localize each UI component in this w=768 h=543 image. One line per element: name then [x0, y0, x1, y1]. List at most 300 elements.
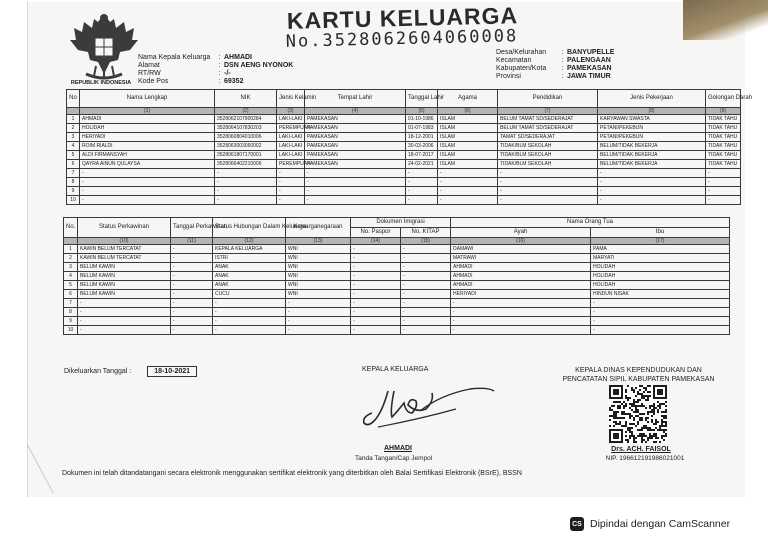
column-number: (6) — [438, 108, 498, 115]
cell-kitap: - — [401, 263, 451, 272]
cell-nama: ROIM RIALDI — [80, 142, 215, 151]
cell-tempat: PAMEKASAN — [305, 115, 406, 124]
cell-no: 1 — [64, 245, 78, 254]
cell-tanggal: - — [406, 187, 438, 196]
table-row — [64, 299, 730, 308]
colon-separator: : — [561, 65, 564, 72]
cell-tanggal: 01-10-1986 — [406, 115, 438, 124]
cell-kitap: - — [401, 272, 451, 281]
column-number: (14) — [351, 238, 401, 245]
col-header-tanggal-perkawinan: Tanggal Perkawinan — [171, 218, 213, 238]
cell-agama: - — [438, 196, 498, 205]
cell-jk: - — [277, 196, 305, 205]
family-head-label: KEPALA KELUARGA — [362, 366, 429, 373]
family-info-label: RT/RW — [138, 70, 161, 77]
cell-jk: PEREMPUAN — [277, 124, 305, 133]
cell-no: 4 — [64, 272, 78, 281]
column-number: (8) — [598, 108, 706, 115]
cell-agama: ISLAM — [438, 115, 498, 124]
cell-tempat: PAMEKASAN — [305, 142, 406, 151]
cell-nama: - — [80, 169, 215, 178]
cell-ibu: HOLIDAH — [591, 272, 730, 281]
cell-paspor: - — [351, 308, 401, 317]
cell-ibu: - — [591, 317, 730, 326]
cell-jk: - — [277, 187, 305, 196]
cell-paspor: - — [351, 263, 401, 272]
region-info-label: Kabupaten/Kota — [496, 65, 547, 72]
col-header-no: No. — [64, 218, 78, 238]
colon-separator: : — [218, 62, 221, 69]
table-row — [64, 308, 730, 317]
cell-ayah: - — [451, 317, 591, 326]
cell-tgl: - — [171, 245, 213, 254]
cell-tempat: PAMEKASAN — [305, 133, 406, 142]
colon-separator: : — [218, 78, 221, 85]
cell-ayah: AHMADI — [451, 272, 591, 281]
column-number: (10) — [78, 238, 171, 245]
cell-no: 3 — [64, 263, 78, 272]
cell-agama: ISLAM — [438, 151, 498, 160]
table-row — [64, 281, 730, 290]
cell-status: - — [78, 326, 171, 335]
cell-wn: WNI — [286, 263, 351, 272]
cell-nama: - — [80, 187, 215, 196]
cell-nama: AHMADI — [80, 115, 215, 124]
column-number: (12) — [213, 238, 286, 245]
cell-pekerjaan: - — [598, 178, 706, 187]
cell-tgl: - — [171, 290, 213, 299]
cell-tanggal: 01-07-1983 — [406, 124, 438, 133]
cell-pekerjaan: KARYAWAN SWASTA — [598, 115, 706, 124]
cell-paspor: - — [351, 290, 401, 299]
cell-status: BELUM KAWIN — [78, 272, 171, 281]
cell-status: - — [78, 299, 171, 308]
col-header-tanggal-lahir: Tanggal Lahir — [406, 90, 438, 108]
cell-pendidikan: BELUM TAMAT SD/SEDERAJAT — [498, 115, 598, 124]
cell-pendidikan: BELUM TAMAT SD/SEDERAJAT — [498, 124, 598, 133]
cell-no: 6 — [67, 160, 80, 169]
column-number: (16) — [451, 238, 591, 245]
garuda-emblem-icon — [68, 8, 140, 88]
cell-tanggal: 24-02-2021 — [406, 160, 438, 169]
cell-tempat: PAMEKASAN — [305, 151, 406, 160]
cell-no: 10 — [67, 196, 80, 205]
col-header-no-kitap: No. KITAP — [401, 228, 451, 238]
cell-no: 2 — [67, 124, 80, 133]
camscanner-logo-icon: CS — [570, 517, 584, 531]
table-row — [64, 326, 730, 335]
table-row — [64, 290, 730, 299]
table-row — [67, 124, 741, 133]
table-row — [64, 245, 730, 254]
cell-darah: - — [706, 169, 741, 178]
col-header-no: No — [67, 90, 80, 108]
region-info-label: Kecamatan — [496, 57, 532, 64]
cell-agama: ISLAM — [438, 142, 498, 151]
cell-hubungan: - — [213, 317, 286, 326]
cell-wn: WNI — [286, 272, 351, 281]
region-info-row — [496, 49, 614, 57]
electronic-signature-disclaimer: Dokumen ini telah ditandatangani secara elektronik menggunakan sertifikat elektronik yang diterbitkan oleh Balai Sertifikasi Elektronik (BSrE), BSSN — [62, 470, 522, 477]
cell-kitap: - — [401, 254, 451, 263]
column-number-row — [67, 108, 741, 115]
cell-ibu: MARYATI — [591, 254, 730, 263]
emblem-caption: REPUBLIK INDONESIA — [70, 80, 132, 86]
issued-label: Dikeluarkan Tanggal : — [64, 368, 132, 375]
cell-wn: WNI — [286, 245, 351, 254]
cell-tempat: PAMEKASAN — [305, 160, 406, 169]
col-header-nama-orang-tua: Nama Orang Tua — [451, 218, 730, 228]
cell-jk: LAKI-LAKI — [277, 142, 305, 151]
column-number — [67, 108, 80, 115]
cell-wn: WNI — [286, 290, 351, 299]
cell-wn: - — [286, 326, 351, 335]
cell-agama: - — [438, 169, 498, 178]
cell-ayah: AHMADI — [451, 263, 591, 272]
col-header-status-perkawinan: Status Perkawinan — [78, 218, 171, 238]
col-header-ibu: Ibu — [591, 228, 730, 238]
region-info-row — [496, 73, 614, 81]
camscanner-watermark — [565, 512, 760, 536]
cell-darah: - — [706, 196, 741, 205]
table-row — [67, 187, 741, 196]
cell-wn: - — [286, 317, 351, 326]
signature-caption: Tanda Tangan/Cap Jempol — [355, 455, 433, 462]
column-number: (4) — [305, 108, 406, 115]
cell-nik: - — [215, 178, 277, 187]
cell-wn: WNI — [286, 281, 351, 290]
cell-nama: HERIYADI — [80, 133, 215, 142]
cell-darah: TIDAK TAHU — [706, 133, 741, 142]
cell-pekerjaan: - — [598, 196, 706, 205]
cell-tgl: - — [171, 263, 213, 272]
colon-separator: : — [561, 73, 564, 80]
cell-status: BELUM KAWIN — [78, 263, 171, 272]
column-number: (5) — [406, 108, 438, 115]
cell-tanggal: - — [406, 169, 438, 178]
cell-pekerjaan: - — [598, 187, 706, 196]
cell-nama: - — [80, 178, 215, 187]
cell-hubungan: - — [213, 326, 286, 335]
cell-status: KAWIN BELUM TERCATAT — [78, 254, 171, 263]
cell-status: - — [78, 317, 171, 326]
cell-tgl: - — [171, 272, 213, 281]
column-number: (7) — [498, 108, 598, 115]
cell-no: 8 — [67, 178, 80, 187]
cell-no: 6 — [64, 290, 78, 299]
column-number — [64, 238, 78, 245]
cell-wn: WNI — [286, 254, 351, 263]
cell-jk: LAKI-LAKI — [277, 115, 305, 124]
cell-paspor: - — [351, 326, 401, 335]
colon-separator: : — [218, 54, 221, 61]
cell-tanggal: 18-07-2017 — [406, 151, 438, 160]
table-row — [64, 263, 730, 272]
cell-no: 2 — [64, 254, 78, 263]
col-header-golongan-darah: Golongan Darah — [706, 90, 741, 108]
office-line-2: PENCATATAN SIPIL KABUPATEN PAMEKASAN — [562, 376, 715, 383]
cell-nama: HOLIDAH — [80, 124, 215, 133]
table-row — [67, 115, 741, 124]
cell-pekerjaan: PETANI/PEKEBUN — [598, 133, 706, 142]
cell-ibu: PAMA — [591, 245, 730, 254]
table-row — [67, 178, 741, 187]
cell-no: 7 — [67, 169, 80, 178]
column-number: (2) — [215, 108, 277, 115]
cell-hubungan: - — [213, 299, 286, 308]
cell-ibu: HINDUN NISAK — [591, 290, 730, 299]
family-info-right — [496, 49, 614, 81]
cell-jk: - — [277, 178, 305, 187]
issued-date: 18-10-2021 — [147, 366, 197, 377]
cell-pendidikan: - — [498, 187, 598, 196]
region-info-value: PAMEKASAN — [567, 65, 612, 72]
cell-hubungan: ANAK — [213, 272, 286, 281]
cell-agama: ISLAM — [438, 133, 498, 142]
cell-hubungan: ANAK — [213, 263, 286, 272]
cell-pekerjaan: - — [598, 169, 706, 178]
column-number: (15) — [401, 238, 451, 245]
family-info-row — [138, 70, 293, 78]
col-header-agama: Agama — [438, 90, 498, 108]
cell-tempat: - — [305, 196, 406, 205]
family-info-value: AHMADI — [224, 54, 252, 61]
col-header-status-hubungan: Status Hubungan Dalam Keluarga — [213, 218, 286, 238]
family-members-table — [66, 89, 753, 205]
cell-status: - — [78, 308, 171, 317]
cell-agama: ISLAM — [438, 160, 498, 169]
cell-no: 5 — [67, 151, 80, 160]
cell-darah: TIDAK TAHU — [706, 142, 741, 151]
cell-no: 5 — [64, 281, 78, 290]
cell-no: 10 — [64, 326, 78, 335]
cell-pendidikan: TIDAK/BLM SEKOLAH — [498, 142, 598, 151]
cell-nik: 3528060804010006 — [215, 133, 277, 142]
family-info-value: -/- — [224, 70, 231, 77]
handwritten-signature — [360, 383, 500, 433]
cell-nik: 3528061807170001 — [215, 151, 277, 160]
cell-tgl: - — [171, 281, 213, 290]
col-header-jenis-pekerjaan: Jenis Pekerjaan — [598, 90, 706, 108]
document-title: KARTU KELUARGA — [286, 2, 519, 34]
cell-hubungan: - — [213, 308, 286, 317]
region-info-value: PALENGAAN — [567, 57, 611, 64]
cell-nik: 3528062107900284 — [215, 115, 277, 124]
column-number: (17) — [591, 238, 730, 245]
kk-number: No.3528062604060008 — [285, 26, 519, 52]
cell-no: 9 — [64, 317, 78, 326]
cell-pendidikan: TIDAK/BLM SEKOLAH — [498, 151, 598, 160]
cell-kitap: - — [401, 299, 451, 308]
official-name: Drs. ACH. FAISOL — [611, 446, 671, 453]
col-header-nik: NIK — [215, 90, 277, 108]
col-header-ayah: Ayah — [451, 228, 591, 238]
table-row — [67, 160, 741, 169]
cell-hubungan: CUCU — [213, 290, 286, 299]
cell-no: 1 — [67, 115, 80, 124]
table-row — [64, 317, 730, 326]
table-row — [67, 196, 741, 205]
cell-ibu: - — [591, 308, 730, 317]
cell-ayah: DAMAWI — [451, 245, 591, 254]
cell-darah: - — [706, 178, 741, 187]
cell-kitap: - — [401, 326, 451, 335]
cell-jk: LAKI-LAKI — [277, 133, 305, 142]
cell-nik: 3528066402210006 — [215, 160, 277, 169]
cell-paspor: - — [351, 254, 401, 263]
cell-paspor: - — [351, 245, 401, 254]
col-header-dokumen-imigrasi: Dokumen Imigrasi — [351, 218, 451, 228]
cell-kitap: - — [401, 245, 451, 254]
cell-tempat: - — [305, 187, 406, 196]
colon-separator: : — [561, 57, 564, 64]
cell-tempat: - — [305, 169, 406, 178]
cell-pekerjaan: BELUM/TIDAK BEKERJA — [598, 142, 706, 151]
cell-paspor: - — [351, 317, 401, 326]
colon-separator: : — [218, 70, 221, 77]
camscanner-text: Dipindai dengan CamScanner — [590, 518, 731, 530]
table-row — [67, 133, 741, 142]
cell-nama: QAYRA AINUN QULAYSA — [80, 160, 215, 169]
cell-tanggal: - — [406, 196, 438, 205]
cell-ibu: - — [591, 299, 730, 308]
cell-tgl: - — [171, 326, 213, 335]
column-number: (9) — [706, 108, 741, 115]
table-row — [64, 254, 730, 263]
cell-jk: - — [277, 169, 305, 178]
column-number: (1) — [80, 108, 215, 115]
cell-status: KAWIN BELUM TERCATAT — [78, 245, 171, 254]
cell-ibu: - — [591, 326, 730, 335]
cell-ayah: - — [451, 308, 591, 317]
cell-pekerjaan: BELUM/TIDAK BEKERJA — [598, 151, 706, 160]
civil-registry-office — [556, 366, 721, 384]
scan-background-corner — [683, 0, 768, 40]
family-info-label: Nama Kepala Keluarga — [138, 54, 211, 61]
cell-ibu: HOLIDAH — [591, 281, 730, 290]
cell-darah: TIDAK TAHU — [706, 115, 741, 124]
cell-pendidikan: TAMAT SD/SEDERAJAT — [498, 133, 598, 142]
region-info-label: Desa/Kelurahan — [496, 49, 547, 56]
cell-tgl: - — [171, 299, 213, 308]
cell-agama: ISLAM — [438, 124, 498, 133]
cell-no: 7 — [64, 299, 78, 308]
cell-pendidikan: - — [498, 169, 598, 178]
colon-separator: : — [561, 49, 564, 56]
family-info-label: Alamat — [138, 62, 160, 69]
table-row — [67, 151, 741, 160]
col-header-no-paspor: No. Paspor — [351, 228, 401, 238]
cell-nik: - — [215, 196, 277, 205]
cell-nama: ALDI FIRMANSYAH — [80, 151, 215, 160]
cell-hubungan: ANAK — [213, 281, 286, 290]
cell-jk: LAKI-LAKI — [277, 151, 305, 160]
cell-wn: - — [286, 308, 351, 317]
cell-ayah: AHMADI — [451, 281, 591, 290]
cell-agama: - — [438, 178, 498, 187]
cell-darah: - — [706, 187, 741, 196]
family-info-row — [138, 62, 293, 70]
cell-hubungan: KEPALA KELUARGA — [213, 245, 286, 254]
table-row — [67, 142, 741, 151]
cell-hubungan: ISTRI — [213, 254, 286, 263]
family-info-row — [138, 78, 293, 86]
cell-tempat: PAMEKASAN — [305, 124, 406, 133]
cell-ayah: HERIYADI — [451, 290, 591, 299]
cell-no: 3 — [67, 133, 80, 142]
cell-darah: TIDAK TAHU — [706, 160, 741, 169]
cell-tgl: - — [171, 254, 213, 263]
region-info-row — [496, 65, 614, 73]
official-nip: NIP. 196612191986021001 — [605, 455, 685, 462]
cell-nik: 3528063003060002 — [215, 142, 277, 151]
cell-paspor: - — [351, 281, 401, 290]
cell-nama: - — [80, 196, 215, 205]
family-info-value: 69352 — [224, 78, 244, 85]
column-number: (3) — [277, 108, 305, 115]
cell-wn: - — [286, 299, 351, 308]
table-row — [67, 169, 741, 178]
cell-ibu: HOLIDAH — [591, 263, 730, 272]
cell-tanggal: 18-12-2001 — [406, 133, 438, 142]
column-number: (11) — [171, 238, 213, 245]
cell-ayah: - — [451, 299, 591, 308]
cell-tgl: - — [171, 308, 213, 317]
cell-kitap: - — [401, 290, 451, 299]
col-header-jenis-kelamin: Jenis Kelamin — [277, 90, 305, 108]
cell-tanggal: 30-03-2006 — [406, 142, 438, 151]
table-row — [64, 272, 730, 281]
col-header-nama-lengkap: Nama Lengkap — [80, 90, 215, 108]
cell-ayah: MATRAWI — [451, 254, 591, 263]
region-info-label: Provinsi — [496, 73, 521, 80]
family-info-left — [138, 54, 293, 86]
region-info-value: BANYUPELLE — [567, 49, 615, 56]
col-header-kewarganegaraan: Kewarganegaraan — [286, 218, 351, 238]
col-header-pendidikan: Pendidikan — [498, 90, 598, 108]
cell-nik: 3528064107830203 — [215, 124, 277, 133]
column-number: (13) — [286, 238, 351, 245]
cell-kitap: - — [401, 308, 451, 317]
cell-kitap: - — [401, 281, 451, 290]
cell-pekerjaan: BELUM/TIDAK BEKERJA — [598, 160, 706, 169]
cell-darah: TIDAK TAHU — [706, 151, 741, 160]
cell-tempat: - — [305, 178, 406, 187]
col-header-tempat-lahir: Tempat Lahir — [305, 90, 406, 108]
cell-nik: - — [215, 169, 277, 178]
cell-ayah: - — [451, 326, 591, 335]
region-info-row — [496, 57, 614, 65]
cell-jk: PEREMPUAN — [277, 160, 305, 169]
cell-tanggal: - — [406, 178, 438, 187]
issued-section — [64, 366, 197, 377]
cell-paspor: - — [351, 272, 401, 281]
cell-pekerjaan: PETANI/PEKEBUN — [598, 124, 706, 133]
family-info-label: Kode Pos — [138, 78, 169, 85]
region-info-value: JAWA TIMUR — [567, 73, 611, 80]
cell-nik: - — [215, 187, 277, 196]
office-line-1: KEPALA DINAS KEPENDUDUKAN DAN — [575, 367, 702, 374]
cell-no: 4 — [67, 142, 80, 151]
cell-no: 9 — [67, 187, 80, 196]
cell-paspor: - — [351, 299, 401, 308]
cell-pendidikan: TIDAK/BLM SEKOLAH — [498, 160, 598, 169]
cell-status: BELUM KAWIN — [78, 290, 171, 299]
qr-code-icon — [609, 385, 667, 443]
cell-agama: - — [438, 187, 498, 196]
column-number-row — [64, 238, 730, 245]
cell-tgl: - — [171, 317, 213, 326]
